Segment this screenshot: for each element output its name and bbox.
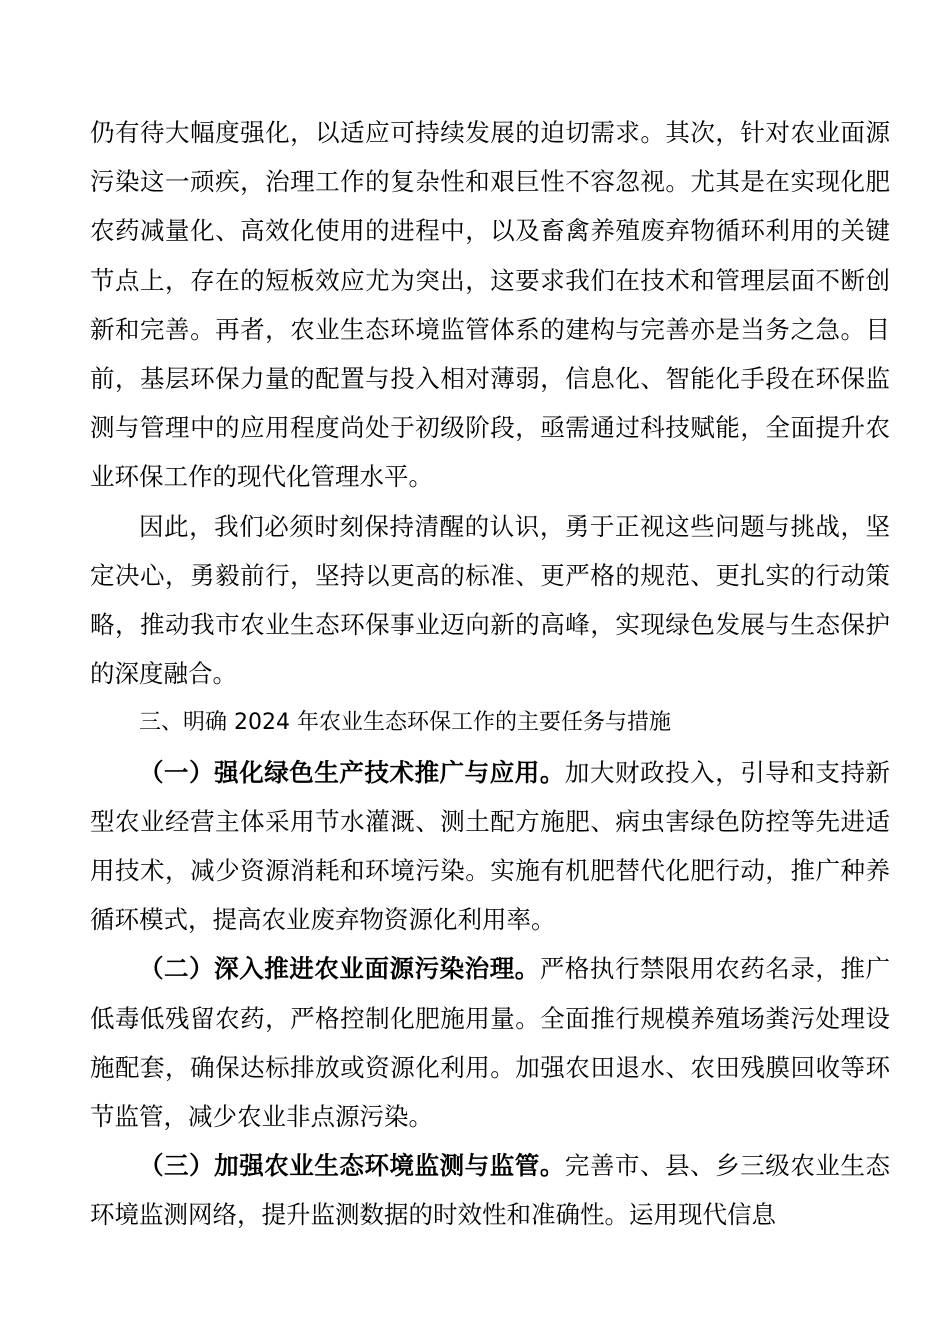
task-item-2 xyxy=(90,944,890,1141)
paragraph-conclusion: 因此，我们必须时刻保持清醒的认识，勇于正视这些问题与挑战，坚定决心，勇毅前行，坚持以更高的标准、更严格的规范、更扎实的行动策略，推动我市农业生态环保事业迈向新的高峰，实现绿色发展与生态保护的深度融合。 xyxy=(90,511,890,689)
task-item-3-body: 完善市、县、乡三级农业生态环境监测网络，提升监测数据的时效性和准确性。运用现代信息 xyxy=(90,1151,891,1230)
task-item-2-title: （二）深入推进农业面源污染治理。 xyxy=(139,954,540,984)
task-item-3-title: （三）加强农业生态环境监测与监管。 xyxy=(139,1151,565,1181)
task-item-2-body: 严格执行禁限用农药名录，推广低毒低残留农药，严格控制化肥施用量。全面推行规模养殖场粪污处理设施配套，确保达标排放或资源化利用。加强农田退水、农田残膜回收等环节监管，减少农业非点源污染。 xyxy=(90,954,890,1132)
task-item-1-title: （一）强化绿色生产技术推广与应用。 xyxy=(139,757,565,787)
section-heading: 三、明确 2024 年农业生态环保工作的主要任务与措施 xyxy=(139,710,671,736)
paragraph-continuation: 仍有待大幅度强化，以适应可持续发展的迫切需求。其次，针对农业面源污染这一顽疾，治理工作的复杂性和艰巨性不容忽视。尤其是在实现化肥农药减量化、高效化使用的进程中，以及畜禽养殖废弃物循环利用的关键节点上，存在的短板效应尤为突出，这要求我们在技术和管理层面不断创新和完善。再者，农业生态环境监管体系的建构与完善亦是当务之急。目前，基层环保力量的配置与投入相对薄弱，信息化、智能化手段在环保监测与管理中的应用程度尚处于初级阶段，亟需通过科技赋能，全面提升农业环保工作的现代化管理水平。 xyxy=(90,118,890,492)
task-item-3 xyxy=(90,1141,890,1239)
task-item-1-body: 加大财政投入，引导和支持新型农业经营主体采用节水灌溉、测土配方施肥、病虫害绿色防控等先进适用技术，减少资源消耗和环境污染。实施有机肥替代化肥行动，推广种养循环模式，提高农业废弃物资源化利用率。 xyxy=(90,757,891,935)
task-item-1 xyxy=(90,748,890,945)
document-page xyxy=(90,108,890,1240)
